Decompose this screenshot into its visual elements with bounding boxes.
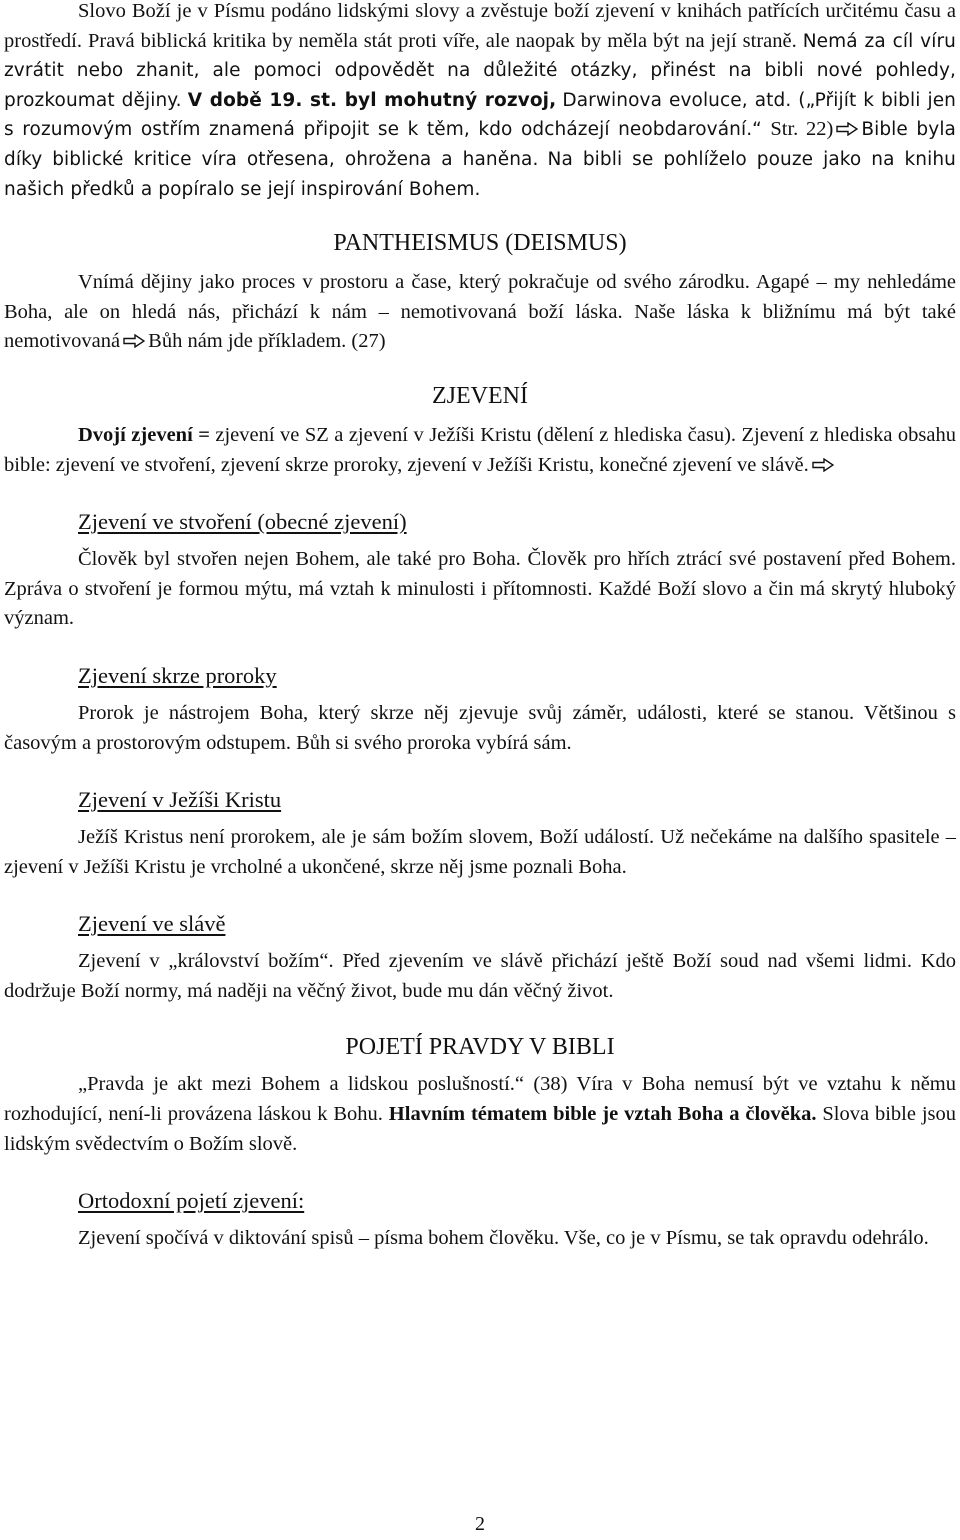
paragraph-proroky: Prorok je nástrojem Boha, který skrze něj zjevuje svůj záměr, události, které se stanou. Většinou s časovým a prostorovým odstupem. Bůh si svého proroka vybírá sám. bbox=[4, 701, 956, 754]
paragraph-stvoreni: Člověk byl stvořen nejen Bohem, ale také pro Boha. Člověk pro hřích ztrácí své postavení před Bohem. Zpráva o stvoření je formou mýtu, má vztah k minulosti i přítomnosti. Každé Boží slovo a čin má skrytý hluboký význam. bbox=[4, 548, 956, 630]
heading-pantheismus: PANTHEISMUS (DEISMUS) bbox=[333, 230, 627, 257]
arrow-right-icon bbox=[836, 122, 858, 136]
heading-zjeveni: ZJEVENÍ bbox=[432, 382, 528, 409]
heading-ortodoxni-pojeti: Ortodoxní pojetí zjevení: bbox=[78, 1188, 305, 1214]
paragraph-biblical-criticism: Slovo Boží je v Písmu podáno lidskými slovy a zvěstuje boží zjevení v knihách patřících určitému času a prostředí. Pravá biblická kritika by neměla stát proti víře, ale naopak by měla být na její straně. Nemá za cíl víru zvrátit nebo zhanit, ale pomoci odpovědět na důležité otázky, přinést na bibli nové pohledy, prozkoumat dějiny. V době 19. st. byl mohutný rozvoj, Darwinova evoluce, atd. („Přijít k bibli jen s rozumovým ostřím znamená připojit se k těm, kdo odcházejí neobdarování.“ Str. 22) Bible byla díky biblické kritice víra otřesena, ohrožena a haněna. Na bibli se pohlíželo pouze jako na knihu našich předků a popíralo se její inspirování Bohem. bbox=[4, 0, 956, 200]
arrow-right-icon bbox=[123, 334, 145, 348]
heading-zjeveni-ve-stvoreni: Zjevení ve stvoření (obecné zjevení) bbox=[78, 509, 407, 535]
heading-pojeti-pravdy: POJETÍ PRAVDY V BIBLI bbox=[345, 1034, 615, 1061]
heading-zjeveni-ve-slave: Zjevení ve slávě bbox=[78, 911, 226, 937]
paragraph-slave: Zjevení v „království božím“. Před zjevením ve slávě přichází ještě Boží soud nad všemi lidmi. Kdo dodržuje Boží normy, má naději na věčný život, bude mu dán věčný život. bbox=[4, 950, 956, 1002]
paragraph-pravdy: „Pravda je akt mezi Bohem a lidskou poslušností.“ (38) Víra v Boha nemusí být ve vztahu k němu rozhodující, není-li provázena láskou k Bohu. Hlavním tématem bible je vztah Boha a člověka. Slova bible jsou lidským svědectvím o Božím slově. bbox=[4, 1073, 957, 1155]
paragraph-ortodoxni: Zjevení spočívá v diktování spisů – písma bohem člověku. Vše, co je v Písmu, se tak opravdu odehrálo. bbox=[78, 1227, 929, 1250]
document-page bbox=[4, 0, 956, 1254]
heading-zjeveni-skrze-proroky: Zjevení skrze proroky bbox=[78, 662, 277, 688]
paragraph-dvoji-zjeveni: Dvojí zjevení = zjevení ve SZ a zjevení v Ježíši Kristu (dělení z hlediska času). Zjevení z hlediska obsahu bible: zjevení ve stvoření, zjevení skrze proroky, zjevení v Ježíši Kristu, konečné zjevení ve slávě. bbox=[4, 423, 956, 476]
paragraph-pantheismus: Vnímá dějiny jako proces v prostoru a čase, který pokračuje od svého zárodku. Agapé – my nehledáme Boha, ale on hledá nás, přichází k nám – nemotivovaná boží láska. Naše láska k bližnímu má být také nemotivovaná Bůh nám jde příkladem. (27) bbox=[4, 271, 956, 353]
arrow-right-icon bbox=[812, 458, 834, 472]
page-number: 2 bbox=[475, 1513, 485, 1535]
paragraph-kristu: Ježíš Kristus není prorokem, ale je sám božím slovem, Boží událostí. Už nečekáme na dalšího spasitele – zjevení v Ježíši Kristu je vrcholné a ukončené, skrze něj jsme poznali Boha. bbox=[4, 826, 956, 878]
heading-zjeveni-v-jezisi-kristu: Zjevení v Ježíši Kristu bbox=[78, 787, 282, 813]
